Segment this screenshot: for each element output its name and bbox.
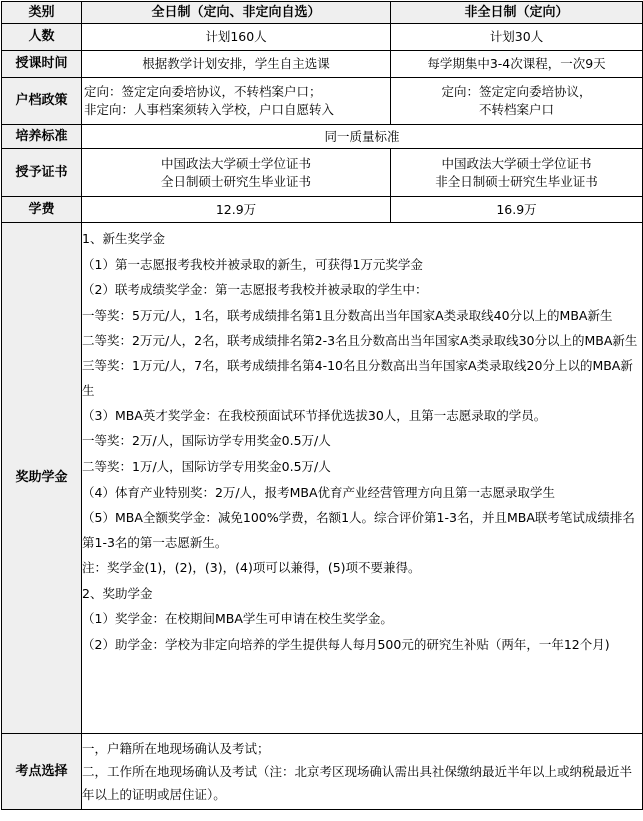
scholarship-line: 一等奖：2万/人，国际访学专用奖金0.5万/人 — [82, 433, 331, 449]
certificate-part-time — [391, 149, 643, 197]
hukou-full-time-line: 定向：签定定向委培协议，不转档案户口； — [84, 84, 322, 99]
tuition-row — [2, 197, 643, 223]
scholarship-line: 1、新生奖学金 — [82, 231, 165, 246]
certificate-full-time — [82, 149, 391, 197]
enrollment-part-time: 计划30人 — [391, 24, 643, 51]
exam-site-row — [2, 734, 643, 810]
scholarship-line: （5）MBA全额奖学金：减免100%学费，名额1人。综合评价第1-3名，并且MBA联考笔试成绩排名第1-3名的第一志愿新生。 — [82, 510, 635, 551]
hukou-full-time — [82, 78, 391, 125]
hukou-part-time — [391, 78, 643, 125]
certificate-full-time-line: 中国政法大学硕士学位证书 — [160, 155, 311, 171]
scholarship-line: （2）联考成绩奖学金：第一志愿报考我校并被录取的学生中： — [82, 282, 428, 298]
scholarship-label: 奖助学金 — [2, 223, 82, 734]
certificate-part-time-line: 非全日制硕士研究生毕业证书 — [435, 173, 598, 189]
header-row — [2, 2, 643, 24]
scholarship-row — [2, 223, 643, 734]
scholarship-line: （1）奖学金：在校期间MBA学生可申请在校生奖学金。 — [82, 611, 393, 627]
hukou-part-time-line: 定向：签定定向委培协议， — [441, 84, 592, 99]
schedule-full-time: 根据教学计划安排，学生自主选课 — [82, 51, 391, 78]
scholarship-line: （1）第一志愿报考我校并被录取的新生，可获得1万元奖学金 — [82, 256, 423, 272]
scholarship-line: （4）体育产业特别奖：2万/人，报考MBA优育产业经营管理方向且第一志愿录取学生 — [82, 484, 556, 500]
standard-value: 同一质量标准 — [82, 125, 643, 149]
standard-label: 培养标准 — [2, 125, 82, 149]
scholarship-line: 注：奖学金(1)，(2)，(3)，(4)项可以兼得，(5)项不要兼得。 — [82, 560, 421, 576]
standard-row — [2, 125, 643, 149]
schedule-label: 授课时间 — [2, 51, 82, 78]
exam-site-line: 二，工作所在地现场确认及考试（注：北京考区现场确认需出具社保缴纳最近半年以上或纳税最近半年以上的证明或居住证）。 — [82, 764, 633, 802]
hukou-part-time-line: 不转档案户口 — [478, 102, 554, 117]
tuition-full-time: 12.9万 — [82, 197, 391, 223]
exam-site-label: 考点选择 — [2, 734, 82, 810]
exam-site-content — [82, 734, 643, 810]
scholarship-content — [82, 223, 643, 734]
scholarship-line: （3）MBA英才奖学金：在我校预面试环节择优选拔30人，且第一志愿录取的学员。 — [82, 407, 547, 423]
certificate-full-time-line: 全日制硕士研究生毕业证书 — [160, 173, 311, 189]
hukou-full-time-line: 非定向：人事档案须转入学校，户口自愿转入 — [84, 102, 335, 117]
tuition-label: 学费 — [2, 197, 82, 223]
header-full-time: 全日制（定向、非定向自选） — [82, 2, 391, 24]
certificate-row — [2, 149, 643, 197]
hukou-label: 户档政策 — [2, 78, 82, 125]
scholarship-line: （2）助学金：学校为非定向培养的学生提供每人每月500元的研究生补贴（两年，一年12个月) — [82, 636, 610, 652]
scholarship-line: 二等奖：2万元/人，2名，联考成绩排名第2-3名且分数高出当年国家A类录取线30分以上的MBA新生 — [82, 332, 638, 348]
certificate-part-time-line: 中国政法大学硕士学位证书 — [441, 155, 592, 171]
certificate-label: 授予证书 — [2, 149, 82, 197]
header-category: 类别 — [2, 2, 82, 24]
scholarship-line: 一等奖：5万元/人，1名，联考成绩排名第1且分数高出当年国家A类录取线40分以上的MBA新生 — [82, 307, 613, 323]
hukou-row — [2, 78, 643, 125]
enrollment-label: 人数 — [2, 24, 82, 51]
tuition-part-time: 16.9万 — [391, 197, 643, 223]
schedule-row — [2, 51, 643, 78]
header-part-time: 非全日制（定向） — [391, 2, 643, 24]
schedule-part-time: 每学期集中3-4次课程，一次9天 — [391, 51, 643, 78]
enrollment-full-time: 计划160人 — [82, 24, 391, 51]
enrollment-row — [2, 24, 643, 51]
mba-program-table — [1, 1, 643, 810]
scholarship-line: 2、奖助学金 — [82, 585, 153, 601]
scholarship-line: 三等奖：1万元/人，7名，联考成绩排名第4-10名且分数高出当年国家A类录取线20分上以的MBA新生 — [82, 357, 633, 398]
scholarship-line: 二等奖：1万/人，国际访学专用奖金0.5万/人 — [82, 458, 331, 474]
exam-site-line: 一，户籍所在地现场确认及考试； — [82, 741, 270, 756]
